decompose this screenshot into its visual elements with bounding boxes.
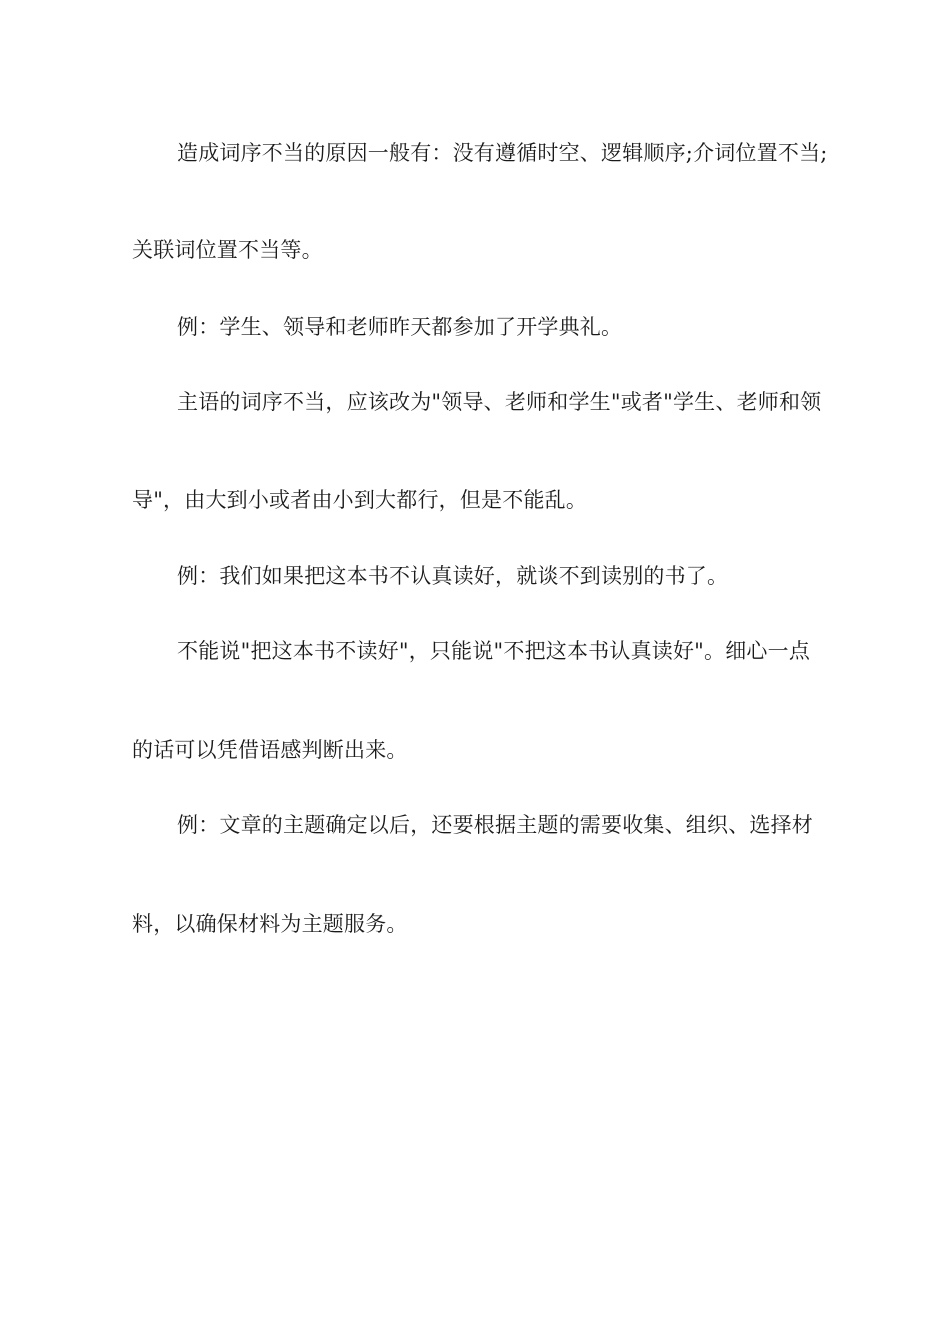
paragraph-2-line-1: 主语的词序不当，应该改为"领导、老师和学生"或者"学生、老师和领 <box>177 390 822 414</box>
example-1-line: 例：学生、领导和老师昨天都参加了开学典礼。 <box>177 315 623 339</box>
paragraph-1-line-1: 造成词序不当的原因一般有：没有遵循时空、逻辑顺序;介词位置不当; <box>177 141 828 165</box>
example-3-line-2: 料，以确保材料为主题服务。 <box>132 912 408 936</box>
paragraph-2-line-2: 导"，由大到小或者由小到大都行，但是不能乱。 <box>132 488 588 512</box>
paragraph-3-line-1: 不能说"把这本书不读好"，只能说"不把这本书认真读好"。细心一点 <box>177 639 811 663</box>
example-2-line: 例：我们如果把这本书不认真读好，就谈不到读别的书了。 <box>177 564 729 588</box>
example-3-line-1: 例：文章的主题确定以后，还要根据主题的需要收集、组织、选择材 <box>177 813 813 837</box>
paragraph-1-line-2: 关联词位置不当等。 <box>132 238 323 262</box>
paragraph-3-line-2: 的话可以凭借语感判断出来。 <box>132 738 408 762</box>
